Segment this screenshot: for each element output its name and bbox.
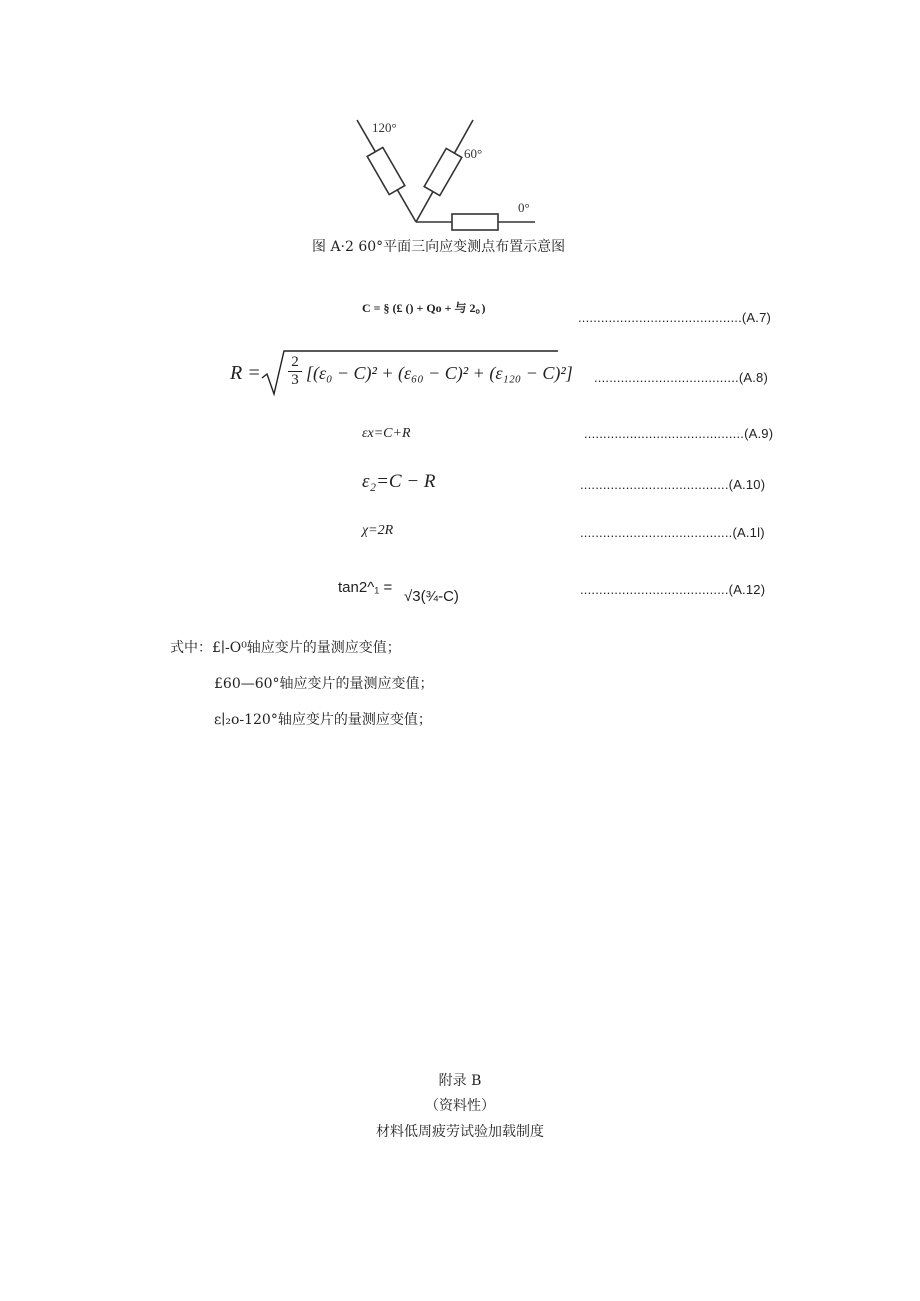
appendix-subtitle: （资料性） bbox=[425, 1098, 495, 1114]
fraction-two-thirds bbox=[288, 354, 302, 389]
equation-a7: C = § (£ () + Qo + 与 2。) bbox=[362, 301, 486, 315]
equation-number-a11: ........................................(A.1l) bbox=[580, 525, 765, 540]
appendix-title: 附录 B bbox=[438, 1073, 482, 1089]
equation-number-a10: .......................................(A.10) bbox=[580, 477, 766, 492]
label-120: 120° bbox=[372, 120, 397, 135]
legend-line-1: 式中：£∣-O⁰轴应变片的量测应变值； bbox=[170, 640, 401, 656]
equation-a10: ε₂=C − R bbox=[362, 471, 436, 492]
strain-rosette-figure bbox=[340, 110, 560, 235]
equation-number-a8: ......................................(A.8) bbox=[594, 370, 769, 385]
legend-line-2: £60—60°轴应变片的量测应变值； bbox=[214, 676, 434, 692]
equation-a8-body: [(ε₀ − C)² + (ε₆₀ − C)² + (ε₁₂₀ − C)²] bbox=[306, 363, 573, 383]
equation-number-a7: ...........................................(A.7) bbox=[578, 310, 772, 325]
figure-caption: 图 A·2 60°平面三向应变测点布置示意图 bbox=[312, 239, 566, 255]
fraction-numerator: 2 bbox=[288, 354, 302, 372]
equation-a11: χ=2R bbox=[362, 523, 394, 538]
gauge-arm-60 bbox=[416, 120, 473, 222]
fraction-denominator: 3 bbox=[291, 372, 299, 388]
legend-line-3: ε∣₂o-120°轴应变片的量测应变值； bbox=[214, 712, 432, 728]
appendix-heading: 材料低周疲劳试验加载制度 bbox=[376, 1124, 544, 1140]
equation-number-a12: .......................................(A.12) bbox=[580, 582, 766, 597]
equation-a12-right: √3(¾-C) bbox=[404, 588, 459, 605]
gauge-arm-0 bbox=[416, 214, 535, 230]
gauge-arm-120 bbox=[357, 120, 416, 222]
equation-a8-lhs: R = bbox=[230, 362, 261, 384]
equation-number-a9: ..........................................(A.9) bbox=[584, 426, 774, 441]
label-0: 0° bbox=[518, 200, 530, 215]
equation-a9: εx=C+R bbox=[362, 426, 411, 441]
equation-a12-left: tan2^₁ = bbox=[338, 579, 393, 596]
label-60: 60° bbox=[464, 146, 483, 161]
